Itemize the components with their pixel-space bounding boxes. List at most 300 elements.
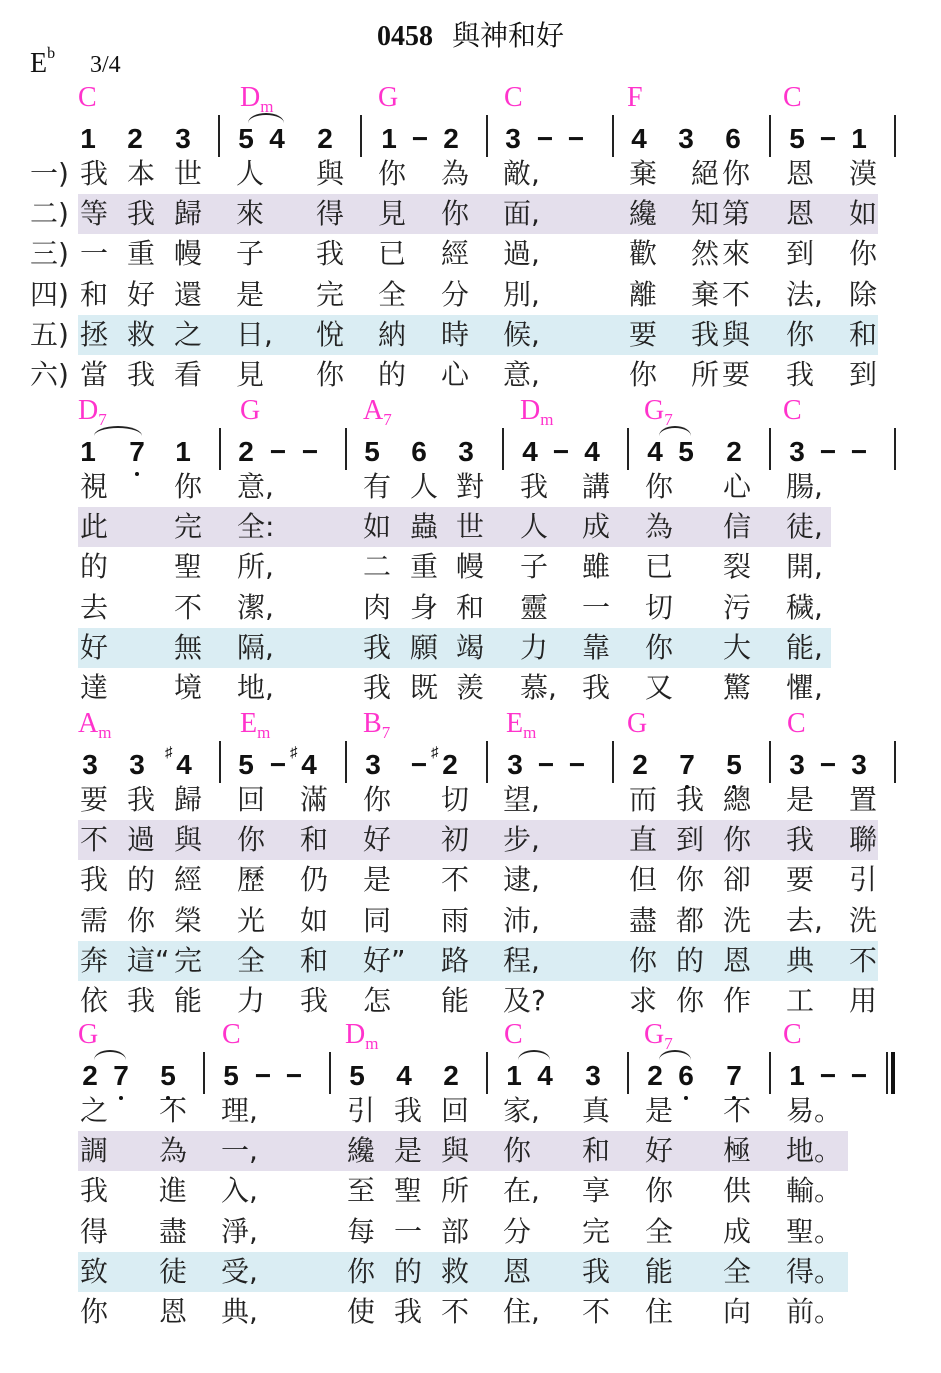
lyric-syllable: 日, [236, 317, 273, 351]
chord-quality: 7 [664, 1034, 673, 1053]
lyric-syllable: 我 [80, 1174, 109, 1208]
lyric-syllable: 要 [80, 783, 109, 816]
note-value: 4 [176, 749, 192, 780]
chord-quality: 7 [664, 410, 673, 429]
note-value: 4 [522, 436, 538, 467]
note-number [110, 1062, 132, 1090]
lyric-syllable: 你 [174, 470, 203, 503]
note-number [786, 1062, 808, 1090]
note-hold-dash [817, 751, 839, 779]
note-number [235, 751, 257, 779]
chord-quality: 7 [383, 410, 392, 429]
lyric-syllable: 和 [300, 943, 329, 977]
chord-symbol [504, 84, 523, 112]
note-number [629, 751, 651, 779]
note-value: 3 [585, 1060, 601, 1091]
lyric-syllable: 棄 [629, 157, 658, 190]
lyric-syllable: 聖 [174, 550, 203, 584]
note-value: 6 [411, 436, 427, 467]
lyric-syllable: 不 [441, 1295, 470, 1328]
note-number [581, 438, 603, 466]
chord-symbol [78, 708, 112, 742]
lyric-syllable: 為 [645, 510, 674, 544]
lyric-syllable: 地, [237, 671, 274, 704]
lyric-syllable: 恩 [723, 943, 752, 977]
note-value: 2 [127, 123, 143, 154]
note-number [675, 438, 697, 466]
lyric-syllable: 身 [410, 590, 439, 624]
lyric-syllable: 總 [723, 783, 752, 816]
chord-symbol [627, 710, 647, 738]
lyric-syllable: 知 [691, 197, 720, 231]
lyric-syllable: 好 [645, 1134, 674, 1168]
lyric-syllable: 境 [174, 671, 203, 704]
note-number [77, 125, 99, 153]
lyric-syllable: 人 [410, 470, 439, 503]
lyric-syllable: 至 [347, 1174, 376, 1208]
note-value: 5 [364, 436, 380, 467]
bar-line [486, 741, 488, 783]
note-number [362, 751, 384, 779]
lyric-syllable: 是 [236, 277, 265, 311]
lyric-syllable: 全 [237, 943, 266, 977]
note-number [455, 438, 477, 466]
lyric-syllable: 羨 [456, 671, 485, 704]
lyric-syllable: 歸 [174, 197, 203, 231]
note-number [723, 438, 745, 466]
note-number [124, 125, 146, 153]
chord-symbol [240, 82, 274, 116]
lyric-syllable: 沛, [503, 903, 540, 937]
bar-line [769, 1052, 771, 1094]
lyric-syllable: 你 [629, 358, 658, 391]
note-hold-dash [565, 125, 587, 153]
lyric-syllable: 腸, [786, 470, 823, 503]
note-hold-dash [550, 438, 572, 466]
lyric-syllable: 我 [127, 984, 156, 1017]
lyric-syllable: 世 [456, 510, 485, 544]
chord-quality: m [523, 723, 537, 742]
note-hold-dash [267, 438, 289, 466]
chord-symbol [783, 1021, 802, 1049]
lyric-syllable: 過 [127, 823, 156, 857]
lyric-syllable: 面, [503, 197, 540, 231]
lyric-syllable: 洗 [723, 903, 752, 937]
bar-line [612, 741, 614, 783]
lyric-syllable: 已 [645, 550, 674, 584]
lyric-syllable: 能 [441, 984, 470, 1017]
note-value: 2 [317, 123, 333, 154]
note-number [786, 751, 808, 779]
chord-symbol [627, 84, 643, 112]
note-hold-dash [817, 438, 839, 466]
note-value: 2 [726, 436, 742, 467]
chord-quality: m [365, 1034, 379, 1053]
note-value: 6 [725, 123, 741, 154]
note-value: 7 [726, 1060, 742, 1091]
lyric-syllable: 直 [629, 823, 658, 857]
note-value: 1 [506, 1060, 522, 1091]
lyric-syllable: 你 [722, 157, 751, 190]
verse-label: 二) [30, 197, 69, 231]
note-value: 5 [160, 1060, 176, 1091]
chord-root: C [222, 1019, 241, 1050]
lyric-syllable: 隔, [237, 630, 274, 664]
lyric-syllable: 見 [236, 358, 265, 391]
bar-line [894, 741, 896, 783]
note-hold-dash [409, 125, 431, 153]
lyric-syllable: 納 [378, 317, 407, 351]
lyric-syllable: 恩 [786, 197, 815, 231]
chord-root: G [644, 395, 665, 426]
note-value: 1 [851, 123, 867, 154]
lyric-syllable: 纔 [347, 1134, 376, 1168]
lyric-syllable: 好 [127, 277, 156, 311]
chord-root: G [627, 708, 648, 739]
note-value: 1 [175, 436, 191, 467]
lyric-syllable: 部 [441, 1214, 470, 1248]
lyric-syllable: 等 [80, 197, 109, 231]
lyric-syllable: 恩 [159, 1295, 188, 1328]
key-signature [30, 44, 56, 80]
lyric-syllable: 我 [300, 984, 329, 1017]
note-value: 2 [443, 1060, 459, 1091]
lyric-syllable: 靈 [520, 590, 549, 624]
chord-symbol [345, 1019, 379, 1053]
chord-root: A [363, 395, 384, 426]
lyric-syllable: 竭 [456, 630, 485, 664]
lyric-syllable: 向 [723, 1295, 752, 1328]
lyric-syllable: 你 [80, 1295, 109, 1328]
chord-symbol [78, 1021, 98, 1049]
chord-symbol [378, 84, 398, 112]
note-number [786, 125, 808, 153]
lower-octave-dot [135, 472, 139, 476]
lyric-syllable: 調 [80, 1134, 109, 1168]
lyric-syllable: 穢, [786, 590, 823, 624]
note-hold-dash [535, 751, 557, 779]
lyric-syllable: 我 [691, 317, 720, 351]
note-value: − [850, 1060, 868, 1091]
lyric-syllable: 慕, [520, 671, 557, 704]
lyric-syllable: 看 [174, 358, 203, 391]
note-value: − [285, 1060, 303, 1091]
lyric-syllable: 你 [645, 1174, 674, 1208]
lyric-syllable: 幔 [456, 550, 485, 584]
note-value: − [537, 749, 555, 780]
note-number [290, 744, 320, 780]
lyric-syllable: 你 [676, 984, 705, 1017]
note-value: 3 [851, 749, 867, 780]
lyric-syllable: 污 [723, 590, 752, 624]
lyric-syllable: 恩 [786, 157, 815, 190]
lyric-syllable: 聯 [849, 823, 878, 857]
lyric-syllable: 棄 [691, 277, 720, 311]
note-value: 2 [442, 749, 458, 780]
note-hold-dash [408, 751, 430, 779]
lyric-syllable: 輸。 [786, 1174, 843, 1208]
note-number [534, 1062, 556, 1090]
lyric-syllable: 之 [80, 1094, 109, 1127]
lyric-syllable: 世 [174, 157, 203, 190]
lyric-syllable: 漠 [849, 157, 878, 190]
lyric-syllable: 的 [676, 943, 705, 977]
chord-root: C [783, 395, 802, 426]
lyric-syllable: 驚 [723, 671, 752, 704]
lyric-syllable: 蟲 [410, 510, 439, 544]
note-number [848, 751, 870, 779]
note-number [393, 1062, 415, 1090]
lyric-syllable: 住, [503, 1295, 540, 1328]
note-value: 3 [175, 123, 191, 154]
note-hold-dash [817, 125, 839, 153]
note-hold-dash [534, 125, 556, 153]
lyric-syllable: 我 [127, 197, 156, 231]
note-number [440, 125, 462, 153]
note-number [723, 751, 745, 779]
lyric-syllable: 恩 [503, 1254, 532, 1288]
lyric-syllable: 切 [441, 783, 470, 816]
chord-quality: m [98, 723, 112, 742]
note-value: − [552, 436, 570, 467]
lyric-syllable: 成 [582, 510, 611, 544]
lyric-syllable: 步, [503, 823, 540, 857]
lyric-syllable: 如 [300, 903, 329, 937]
bar-line [360, 115, 362, 157]
note-value: 2 [632, 749, 648, 780]
lyric-syllable: 本 [127, 157, 156, 190]
lyric-syllable: 淨, [221, 1214, 258, 1248]
bar-line [345, 428, 347, 470]
bar-line [219, 428, 221, 470]
chord-symbol [240, 708, 271, 742]
note-number [644, 1062, 666, 1090]
lyric-syllable: 典, [221, 1295, 258, 1328]
note-number [314, 125, 336, 153]
note-value: 3 [678, 123, 694, 154]
note-value: − [819, 749, 837, 780]
note-value: 3 [458, 436, 474, 467]
lyric-syllable: 對 [456, 470, 485, 503]
lyric-syllable: 和 [80, 277, 109, 311]
lyric-syllable: 分 [441, 277, 470, 311]
lyric-syllable: 救 [127, 317, 156, 351]
lyric-syllable: 不 [80, 823, 109, 857]
verse-label: 六) [30, 358, 69, 391]
note-value: 6 [678, 1060, 694, 1091]
slur-tie [659, 1050, 691, 1060]
lyric-syllable: 完 [174, 943, 203, 977]
chord-root: G [644, 1019, 665, 1050]
bar-line [894, 115, 896, 157]
lyric-syllable: 力 [520, 630, 549, 664]
lyric-syllable: 你 [127, 903, 156, 937]
note-value: 3 [789, 436, 805, 467]
lyric-syllable: 光 [237, 903, 266, 937]
chord-root: C [787, 708, 806, 739]
lyric-syllable: 全 [723, 1254, 752, 1288]
chord-symbol [504, 1021, 523, 1049]
lyric-syllable: 供 [723, 1174, 752, 1208]
lyric-syllable: 到 [786, 237, 815, 271]
lyric-syllable: 所 [691, 358, 720, 391]
note-value: 5 [678, 436, 694, 467]
note-number [220, 1062, 242, 1090]
lyric-syllable: 還 [174, 277, 203, 311]
verse-label: 三) [30, 237, 69, 271]
lyric-syllable: 所 [441, 1174, 470, 1208]
lyric-syllable: 別, [503, 277, 540, 311]
lyric-syllable: 與 [441, 1134, 470, 1168]
lyric-syllable: 敵, [503, 157, 540, 190]
lyric-syllable: 我 [80, 157, 109, 190]
lyric-syllable: 使 [347, 1295, 376, 1328]
lyric-syllable: 程, [503, 943, 540, 977]
note-value: 2 [82, 1060, 98, 1091]
lyric-syllable: 你 [441, 197, 470, 231]
note-hold-dash [817, 1062, 839, 1090]
note-number [235, 125, 257, 153]
lyric-syllable: 是 [786, 783, 815, 816]
bar-line [769, 115, 771, 157]
note-number [676, 751, 698, 779]
lyric-syllable: 為 [441, 157, 470, 190]
lyric-syllable: 不 [723, 1094, 752, 1127]
lyric-syllable: 與 [722, 317, 751, 351]
chord-root: B [363, 708, 382, 739]
lyric-syllable: 去, [786, 903, 823, 937]
lyric-syllable: 子 [520, 550, 549, 584]
chord-symbol [240, 397, 260, 425]
lyric-syllable: 你 [378, 157, 407, 190]
slur-tie [94, 1050, 126, 1060]
lyric-syllable: 你 [849, 237, 878, 271]
lyric-syllable: 依 [80, 984, 109, 1017]
lyric-syllable: 不 [722, 277, 751, 311]
lyric-syllable: 心 [441, 358, 470, 391]
note-number [157, 1062, 179, 1090]
lyric-syllable: 初 [441, 823, 470, 857]
lyric-syllable: 絕 [691, 157, 720, 190]
lyric-syllable: 既 [410, 671, 439, 704]
lyric-syllable: 我 [582, 1254, 611, 1288]
note-hold-dash [267, 751, 289, 779]
lyric-syllable: 能 [174, 984, 203, 1017]
lyric-syllable: 救 [441, 1254, 470, 1288]
note-value: 4 [631, 123, 647, 154]
lower-octave-dot [684, 1096, 688, 1100]
note-number [165, 744, 195, 780]
chord-root: C [504, 1019, 523, 1050]
lyric-syllable: 拯 [80, 317, 109, 351]
note-number [848, 125, 870, 153]
note-value: 5 [223, 1060, 239, 1091]
chord-root: C [783, 1019, 802, 1050]
lyric-syllable: 力 [237, 984, 266, 1017]
lyric-syllable: 不 [582, 1295, 611, 1328]
note-value: − [568, 749, 586, 780]
lyric-syllable: 住 [645, 1295, 674, 1328]
lyric-syllable: 靠 [582, 630, 611, 664]
chord-symbol [78, 395, 107, 429]
lyric-syllable: 引 [849, 863, 878, 897]
note-hold-dash [283, 1062, 305, 1090]
lyric-syllable: 所, [237, 550, 274, 584]
chord-symbol [520, 395, 554, 429]
lyric-syllable: 講 [582, 470, 611, 503]
lyric-syllable: 意, [237, 470, 274, 503]
note-value: 7 [129, 436, 145, 467]
lyric-syllable: 我 [394, 1094, 423, 1127]
lyric-syllable: 徒 [159, 1254, 188, 1288]
lyric-syllable: 法, [786, 277, 823, 311]
lyric-syllable: 你 [676, 863, 705, 897]
note-number [172, 125, 194, 153]
note-number [378, 125, 400, 153]
lyric-syllable: 又 [645, 671, 674, 704]
lyric-syllable: 受, [221, 1254, 258, 1288]
note-hold-dash [848, 438, 870, 466]
lyric-syllable: 滿 [300, 783, 329, 816]
chord-root: F [627, 82, 643, 113]
lyric-syllable: 時 [441, 317, 470, 351]
chord-root: E [240, 708, 258, 739]
chord-symbol [783, 397, 802, 425]
note-number [675, 1062, 697, 1090]
note-value: 4 [269, 123, 285, 154]
lyric-syllable: 為 [159, 1134, 188, 1168]
lyric-syllable: 好 [80, 630, 109, 664]
lyric-syllable: 歸 [174, 783, 203, 816]
lyric-syllable: 我 [582, 671, 611, 704]
bar-line [486, 1052, 488, 1094]
sharp-sign: ♯ [290, 744, 298, 761]
note-number [126, 751, 148, 779]
note-value: 1 [381, 123, 397, 154]
note-value: 2 [647, 1060, 663, 1091]
lyric-syllable: 榮 [174, 903, 203, 937]
note-value: 4 [396, 1060, 412, 1091]
lyric-syllable: 來 [722, 237, 751, 271]
lyric-syllable: 切 [645, 590, 674, 624]
lyric-syllable: 是 [394, 1134, 423, 1168]
lyric-syllable: 大 [723, 630, 752, 664]
note-value: 4 [537, 1060, 553, 1091]
note-number [266, 125, 288, 153]
lyric-syllable: 得 [316, 197, 345, 231]
note-value: 3 [505, 123, 521, 154]
lyric-syllable: 有 [363, 470, 392, 503]
lyric-syllable: 逮, [503, 863, 540, 897]
lyric-syllable: 和 [582, 1134, 611, 1168]
chord-symbol [644, 1019, 673, 1053]
lyric-syllable: 要 [629, 317, 658, 351]
lyric-syllable: 潔, [237, 590, 274, 624]
note-number [440, 1062, 462, 1090]
chord-symbol [787, 710, 806, 738]
lyric-syllable: 我 [520, 470, 549, 503]
lyric-syllable: 如 [363, 510, 392, 544]
bar-line [627, 1052, 629, 1094]
lyric-syllable: 你 [503, 1134, 532, 1168]
lyric-syllable: 得 [80, 1214, 109, 1248]
lyric-syllable: 我 [786, 358, 815, 391]
note-value: − [269, 436, 287, 467]
lyric-syllable: 成 [723, 1214, 752, 1248]
note-value: 3 [129, 749, 145, 780]
slur-tie [94, 426, 142, 436]
lyric-syllable: 我 [363, 671, 392, 704]
